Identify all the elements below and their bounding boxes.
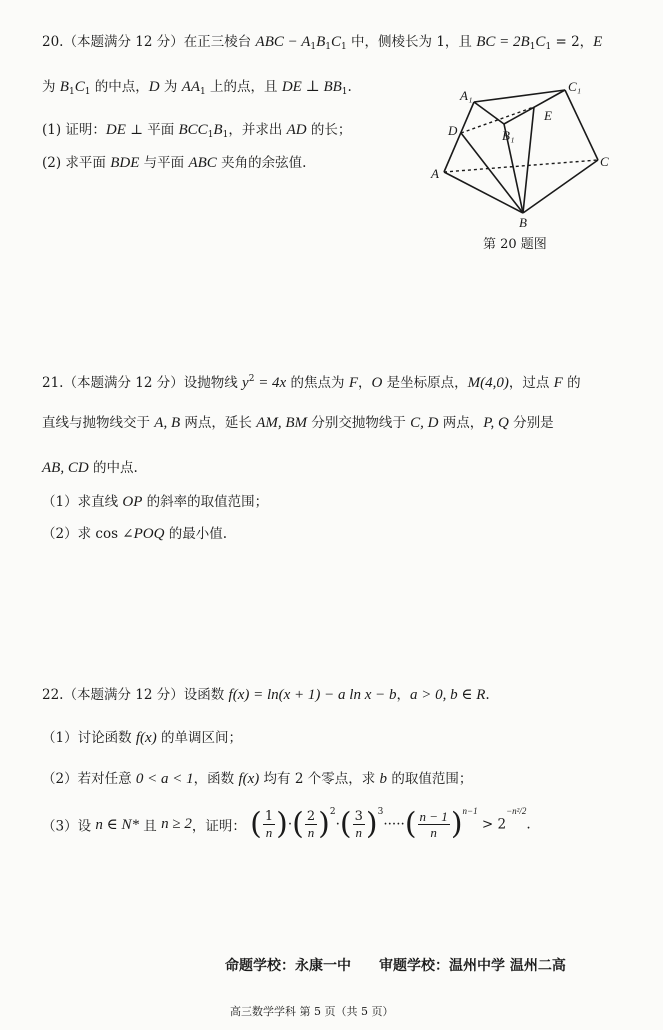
subscript: 1 (68, 87, 75, 97)
fraction (418, 809, 450, 840)
paren: ) (318, 806, 330, 842)
text: 20.（本题满分 12 分）在正三棱台 (42, 34, 256, 50)
power: 2 (329, 807, 336, 817)
text: 的长； (306, 122, 352, 138)
math: C (535, 34, 546, 50)
math: F (348, 375, 358, 391)
label-c1: C₁ (568, 80, 582, 94)
label-a1: A₁ (460, 88, 473, 103)
math: b (379, 771, 388, 787)
denominator: n (265, 825, 273, 840)
text: 21.（本题满分 12 分）设抛物线 (42, 375, 243, 391)
q22-part2 (42, 767, 472, 788)
edge-bc (523, 160, 598, 213)
edge-ab (444, 172, 523, 213)
text: （3）设 (42, 818, 96, 835)
label-a: A (431, 166, 439, 181)
text: 与平面 (139, 155, 189, 171)
text: ，证明： (191, 818, 246, 835)
math: f(x) (135, 730, 157, 746)
text: 的中点， (90, 79, 149, 95)
math: f(x) = ln(x + 1) − a ln x − b (228, 687, 397, 703)
math: BCC (178, 122, 208, 138)
fraction (263, 809, 275, 840)
q22-line1 (42, 683, 490, 704)
text: 为 (159, 79, 182, 95)
math: C (74, 79, 85, 95)
text: 的中点. (88, 460, 138, 476)
subscript: 1 (200, 87, 206, 97)
math: f(x) (238, 771, 260, 787)
numerator: 3 (354, 809, 363, 824)
math: = 4x (254, 375, 287, 391)
math: a > 0, b ∈ R (409, 687, 486, 703)
label-b1: B₁ (502, 128, 515, 143)
text: 夹角的余弦值. (216, 155, 307, 171)
segment-eb (523, 107, 534, 213)
label-b: B (519, 215, 527, 230)
text: ， (357, 375, 372, 391)
edge-b1c1 (504, 90, 565, 124)
q20-line2 (42, 75, 352, 97)
ellipsis: ····· (383, 816, 405, 833)
footer-schools: 命题学校：永康一中 审题学校：温州中学 温州二高 (225, 958, 566, 974)
segment-de-hidden (461, 107, 534, 133)
math: B (213, 122, 223, 138)
text: (1) 证明： (42, 122, 106, 138)
math: D (148, 79, 160, 95)
math: M(4,0) (467, 375, 509, 391)
paren: ) (276, 806, 288, 842)
text: 分别是 (508, 415, 554, 431)
subscript: 1 (310, 42, 317, 52)
text: ，并求出 (228, 122, 287, 138)
subscript: 1 (341, 42, 347, 52)
math: P, Q (483, 415, 509, 431)
math: AB, CD (42, 460, 89, 476)
q20-part2 (42, 151, 306, 172)
subscript: 1 (341, 87, 348, 97)
text: （1）讨论函数 (42, 730, 136, 746)
math: BDE (110, 155, 140, 171)
q21-line2 (42, 411, 554, 432)
label-d: D (448, 123, 458, 138)
numerator: 2 (306, 809, 316, 824)
math: DE (105, 122, 126, 138)
text: ，函数 (193, 771, 239, 787)
paren: ( (404, 806, 417, 842)
label-e: E (544, 108, 552, 123)
fraction (305, 809, 317, 840)
subscript: 1 (545, 42, 552, 52)
superscript: 2 (248, 374, 255, 384)
text: 的 (562, 375, 581, 391)
text: 是坐标原点， (382, 375, 468, 391)
text: 的单调区间； (156, 730, 243, 746)
text: 且 (139, 818, 162, 835)
math: n ≥ 2 (161, 816, 192, 832)
numerator: 1 (264, 809, 274, 824)
text: 分别交抛物线于 (307, 415, 411, 431)
q22-part3 (42, 806, 531, 840)
subscript: 1 (222, 130, 229, 140)
text: 两点， (438, 415, 484, 431)
text: . (485, 687, 490, 703)
text: ， (396, 687, 410, 703)
dot: · (287, 816, 293, 833)
math: F (553, 375, 563, 391)
math: AD (286, 122, 307, 138)
paren: ( (292, 806, 304, 842)
math: AA (181, 79, 201, 95)
text: 的斜率的取值范围； (142, 494, 269, 510)
math: AM, BM (256, 415, 308, 431)
subscript: 1 (207, 130, 214, 140)
math: POQ (133, 526, 165, 542)
text: 两点，延长 (180, 415, 257, 431)
math: OP (122, 494, 143, 510)
edge-c1c (565, 90, 598, 160)
math: C (331, 34, 342, 50)
q20-line1 (42, 30, 602, 52)
math: ABC − A (255, 34, 311, 50)
math: BC = 2B (476, 34, 530, 50)
denominator: n (307, 825, 315, 840)
math: B (316, 34, 326, 50)
fraction (353, 809, 365, 840)
denominator: n (355, 825, 362, 840)
math: n ∈ N* (95, 817, 139, 833)
text: . (526, 816, 531, 833)
power: n−1 (462, 806, 478, 816)
text: . (347, 79, 352, 95)
subscript: 1 (325, 42, 332, 52)
text: 的焦点为 (286, 375, 349, 391)
subscript: 1 (84, 87, 91, 97)
math: E (593, 34, 603, 50)
math: C, D (410, 415, 439, 431)
paren: ) (450, 806, 463, 842)
math: ABC (188, 155, 217, 171)
q21-line3 (42, 456, 138, 477)
text: 的最小值. (164, 526, 228, 542)
text: 均有 2 个零点，求 (259, 771, 380, 787)
figure-caption: 第 20 题图 (483, 237, 547, 252)
power: 3 (377, 807, 384, 817)
text: 上的点，且 (205, 79, 282, 95)
math: y (242, 375, 249, 391)
math: O (371, 375, 383, 391)
q22-part1 (42, 726, 242, 747)
q21-part2 (42, 522, 227, 543)
text: （2）若对任意 (42, 771, 136, 787)
text: 的取值范围； (387, 771, 473, 787)
power: −n²/2 (506, 806, 527, 816)
subscript: 1 (529, 42, 536, 52)
dot: · (335, 816, 340, 833)
page-number: 高三数学学科 第 5 页（共 5 页） (230, 1005, 394, 1018)
math: A, B (154, 415, 181, 431)
text: 为 (42, 79, 60, 95)
paren: ( (250, 806, 262, 842)
denominator: n (430, 825, 437, 840)
q21-part1 (42, 490, 268, 511)
text: > 2 (477, 816, 507, 833)
numerator: n − 1 (419, 809, 448, 824)
q20-part1 (42, 118, 351, 140)
text: (2) 求平面 (42, 155, 111, 171)
text: 中，侧棱长为 1，且 (346, 34, 477, 50)
math: B (59, 79, 69, 95)
edge-a1b1 (474, 102, 504, 124)
edge-ac-hidden (444, 160, 598, 172)
math: DE ⊥ BB (281, 79, 342, 95)
label-c: C (600, 154, 609, 169)
text: 22.（本题满分 12 分）设函数 (42, 687, 229, 703)
text: （2）求 cos ∠ (42, 526, 134, 542)
text: ⊥ 平面 (125, 122, 179, 138)
frustum-figure (420, 80, 620, 230)
q21-line1 (42, 371, 581, 392)
paren: ( (339, 806, 352, 842)
math: 0 < a < 1 (135, 771, 194, 787)
paren: ) (365, 806, 378, 842)
text: （1）求直线 (42, 494, 123, 510)
text: 直线与抛物线交于 (42, 415, 155, 431)
text: ，过点 (508, 375, 554, 391)
edge-a1c1 (474, 90, 565, 102)
text: = 2， (551, 34, 594, 50)
